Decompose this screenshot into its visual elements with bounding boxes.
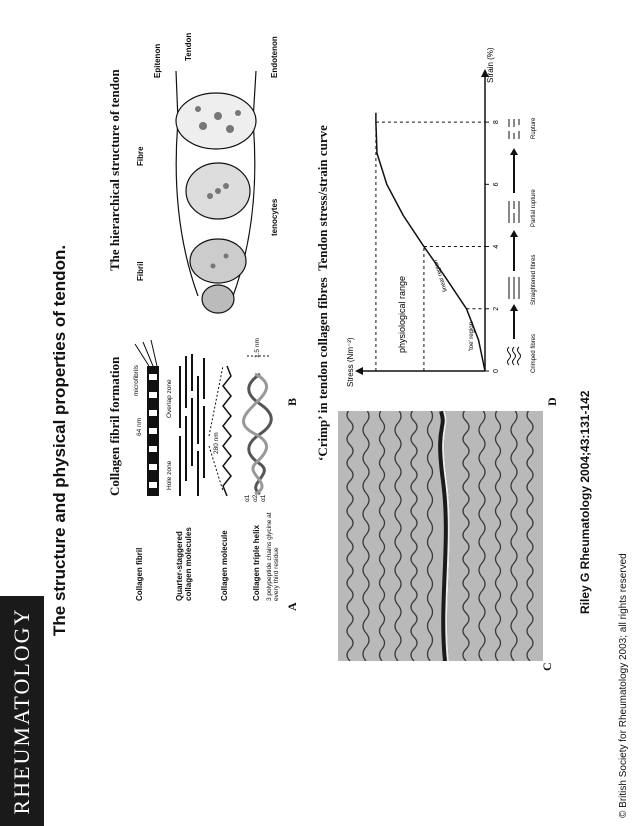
x-tick-label-4: 4 xyxy=(493,244,500,249)
hole-zone-label: Hole zone xyxy=(166,460,173,490)
helix-note: 3 polypeptide chains glycine at every third residue xyxy=(266,512,280,601)
x-tick-label-8: 8 xyxy=(493,120,500,125)
crimp-micrograph xyxy=(338,411,543,661)
physiological-range-label: physiological range xyxy=(397,275,407,353)
d-period-label: 64 nm xyxy=(136,417,143,436)
row-label-helix: Collagen triple helix xyxy=(252,524,261,601)
molecule-length-label: 280 nm xyxy=(213,432,220,454)
row-label-staggered: Quarter-staggered collagen molecules xyxy=(175,527,193,601)
label-fibre: Fibre xyxy=(136,146,145,166)
x-tick-label-2: 2 xyxy=(493,306,500,311)
stage-straightened: Straightened fibres xyxy=(531,254,537,305)
microfibrils-label: microfibrils xyxy=(133,364,140,396)
chain-label-1: α1 xyxy=(244,494,251,502)
stage-arrows xyxy=(510,148,518,339)
fibril-formation-diagram xyxy=(125,336,280,506)
toe-region-label: 'toe' region xyxy=(469,322,475,351)
label-tenocytes: tenocytes xyxy=(270,198,279,236)
y-axis-label: Stress (Nm⁻²) xyxy=(346,337,355,387)
panel-d-letter: D xyxy=(545,397,559,406)
x-tick-label-0: 0 xyxy=(493,369,500,373)
row-label-molecule: Collagen molecule xyxy=(220,530,229,601)
y-axis-arrow xyxy=(355,367,363,375)
linear-region-label: linear region xyxy=(432,258,449,293)
panel-d-title: Tendon stress/strain curve xyxy=(315,125,330,271)
chain-label-2: α2 xyxy=(252,494,259,502)
row-label-fibril: Collagen fibril xyxy=(135,547,144,601)
brand-banner: RHEUMATOLOGY xyxy=(0,596,44,826)
panel-a-title: Collagen fibril formation xyxy=(107,356,122,496)
stage-partial-rupture: Partial rupture xyxy=(531,189,537,227)
panel-a-letter: A xyxy=(285,602,299,611)
panel-b-title: The hierarchical structure of tendon xyxy=(107,69,122,271)
x-axis-label: Strain (%) xyxy=(486,47,495,83)
triple-helix xyxy=(243,374,271,494)
panel-b-letter: B xyxy=(285,397,299,406)
citation: Riley G Rheumatology 2004;43:131-142 xyxy=(578,390,592,614)
collagen-fibril-strip xyxy=(135,340,159,496)
stage-rupture: Rupture xyxy=(531,117,537,139)
label-epitenon: Epitenon xyxy=(153,43,162,78)
label-fibril: Fibril xyxy=(136,261,145,281)
overlap-zone-label: Overlap zone xyxy=(166,379,173,418)
staggered-molecules xyxy=(180,354,204,496)
label-tendon: Tendon xyxy=(184,32,193,61)
helix-width-label: 1.5 nm xyxy=(254,338,261,358)
copyright-notice: © British Society for Rheumatology 2003; all rights reserved xyxy=(618,553,629,818)
panel-c-letter: C xyxy=(540,662,554,671)
stage-crimped: Crimped fibres xyxy=(531,333,537,373)
x-tick-label-6: 6 xyxy=(493,182,500,187)
panel-c-title: ‘Crimp’ in tendon collagen fibres xyxy=(315,277,330,461)
stress-strain-chart xyxy=(325,41,550,401)
chain-label-3: α1 xyxy=(260,494,267,502)
page-title: The structure and physical properties of tendon. xyxy=(50,244,69,636)
collagen-molecule-line xyxy=(223,366,231,496)
label-endotenon: Endotenon xyxy=(270,36,279,78)
